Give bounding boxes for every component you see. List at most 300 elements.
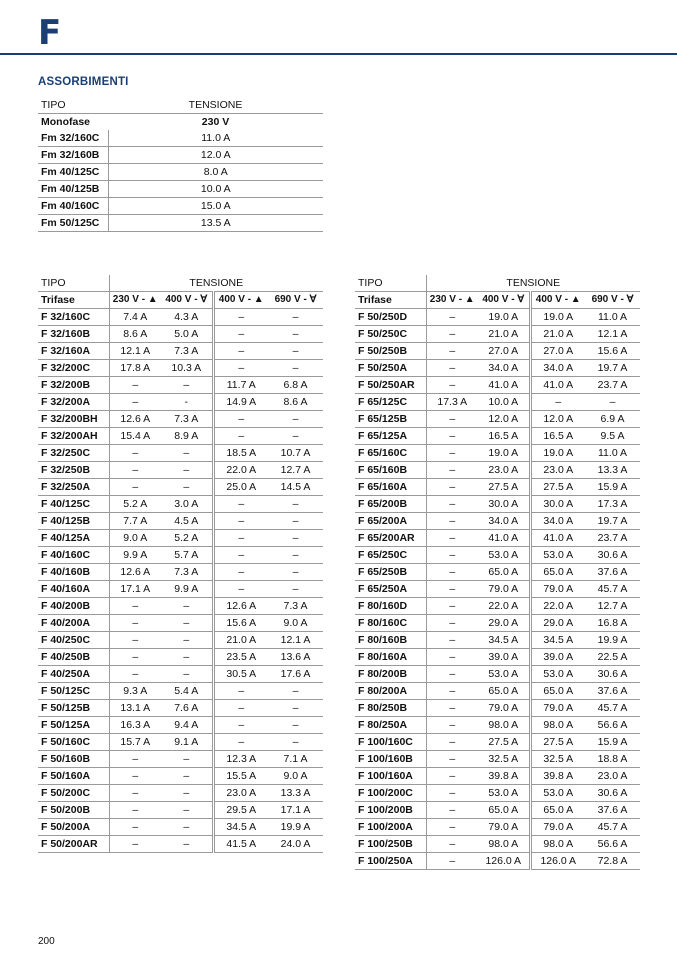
current-cell: 7.4 A: [109, 309, 161, 326]
current-cell: 37.6 A: [585, 564, 640, 581]
current-cell: –: [426, 479, 478, 496]
current-cell: 16.5 A: [530, 428, 585, 445]
current-cell: 9.9 A: [161, 581, 213, 598]
current-cell: –: [109, 785, 161, 802]
current-cell: 41.0 A: [530, 377, 585, 394]
current-cell: 53.0 A: [478, 547, 530, 564]
current-cell: –: [109, 598, 161, 615]
current-cell: –: [530, 394, 585, 411]
current-cell: 12.1 A: [585, 326, 640, 343]
chapter-letter: F: [38, 13, 62, 53]
table-row: [38, 530, 323, 547]
model-cell: F 65/160C: [355, 445, 426, 462]
model-cell: F 80/160B: [355, 632, 426, 649]
table-row: [355, 768, 640, 785]
current-cell: 98.0 A: [530, 836, 585, 853]
current-cell: –: [426, 411, 478, 428]
current-cell: 7.6 A: [161, 700, 213, 717]
table-row: [38, 564, 323, 581]
current-cell: 17.6 A: [268, 666, 323, 683]
table-row: [355, 462, 640, 479]
current-cell: -: [161, 394, 213, 411]
current-cell: 16.5 A: [478, 428, 530, 445]
table-row: [355, 513, 640, 530]
current-cell: 12.0 A: [478, 411, 530, 428]
current-cell: 8.6 A: [268, 394, 323, 411]
model-cell: F 32/250B: [38, 462, 109, 479]
current-cell: 8.9 A: [161, 428, 213, 445]
current-cell: 23.0 A: [585, 768, 640, 785]
table-row: [355, 632, 640, 649]
current-cell: –: [426, 836, 478, 853]
current-cell: 3.0 A: [161, 496, 213, 513]
current-cell: 27.5 A: [478, 734, 530, 751]
current-cell: 6.9 A: [585, 411, 640, 428]
current-cell: 41.0 A: [530, 530, 585, 547]
current-cell: 10.0 A: [478, 394, 530, 411]
table-row: [38, 479, 323, 496]
current-cell: –: [426, 768, 478, 785]
current-cell: 29.5 A: [213, 802, 268, 819]
model-cell: F 100/160C: [355, 734, 426, 751]
current-cell: –: [213, 564, 268, 581]
table-row: [355, 428, 640, 445]
current-cell: 27.5 A: [530, 479, 585, 496]
current-cell: 37.6 A: [585, 683, 640, 700]
current-cell: 12.1 A: [268, 632, 323, 649]
model-cell: Fm 32/160C: [38, 130, 108, 147]
table-row: [355, 547, 640, 564]
current-cell: –: [161, 819, 213, 836]
current-cell: –: [426, 445, 478, 462]
current-cell: 39.8 A: [478, 768, 530, 785]
current-cell: 10.0 A: [108, 181, 323, 198]
current-cell: 30.0 A: [530, 496, 585, 513]
current-cell: 13.3 A: [268, 785, 323, 802]
model-cell: F 40/200B: [38, 598, 109, 615]
current-cell: –: [426, 632, 478, 649]
col-tensione-label: TENSIONE: [188, 99, 243, 111]
table-row: [38, 147, 323, 164]
current-cell: –: [268, 530, 323, 547]
current-cell: 7.7 A: [109, 513, 161, 530]
current-cell: 19.9 A: [268, 819, 323, 836]
current-cell: –: [109, 479, 161, 496]
current-cell: 41.5 A: [213, 836, 268, 853]
model-cell: Fm 50/125C: [38, 215, 108, 232]
current-cell: 15.0 A: [108, 198, 323, 215]
current-cell: 19.0 A: [478, 445, 530, 462]
current-cell: 27.0 A: [478, 343, 530, 360]
current-cell: 65.0 A: [530, 802, 585, 819]
current-cell: –: [161, 802, 213, 819]
model-cell: F 50/200A: [38, 819, 109, 836]
table-row: [355, 496, 640, 513]
table-row: [355, 564, 640, 581]
current-cell: 14.5 A: [268, 479, 323, 496]
current-cell: –: [213, 683, 268, 700]
current-cell: 34.5 A: [478, 632, 530, 649]
current-cell: –: [268, 683, 323, 700]
current-cell: 30.6 A: [585, 547, 640, 564]
current-cell: –: [268, 309, 323, 326]
current-cell: 56.6 A: [585, 836, 640, 853]
table-row: [38, 734, 323, 751]
model-cell: F 100/200A: [355, 819, 426, 836]
current-cell: –: [426, 564, 478, 581]
current-cell: –: [268, 734, 323, 751]
model-cell: F 50/125A: [38, 717, 109, 734]
current-cell: –: [426, 309, 478, 326]
section-title: ASSORBIMENTI: [38, 76, 129, 88]
current-cell: 6.8 A: [268, 377, 323, 394]
current-cell: –: [268, 513, 323, 530]
model-cell: F 32/200C: [38, 360, 109, 377]
current-cell: 19.0 A: [530, 309, 585, 326]
model-cell: F 32/250C: [38, 445, 109, 462]
current-cell: 25.0 A: [213, 479, 268, 496]
model-cell: F 32/200BH: [38, 411, 109, 428]
model-cell: Fm 40/125C: [38, 164, 108, 181]
model-cell: F 50/200B: [38, 802, 109, 819]
current-cell: –: [161, 836, 213, 853]
current-cell: 15.6 A: [585, 343, 640, 360]
current-cell: 9.0 A: [268, 615, 323, 632]
current-cell: –: [426, 649, 478, 666]
sub-tipo-label: Trifase: [355, 292, 426, 309]
model-cell: F 32/160C: [38, 309, 109, 326]
current-cell: –: [109, 768, 161, 785]
current-cell: 13.6 A: [268, 649, 323, 666]
current-cell: –: [161, 751, 213, 768]
model-cell: F 65/250C: [355, 547, 426, 564]
current-cell: –: [161, 479, 213, 496]
current-cell: 12.0 A: [530, 411, 585, 428]
table-row: [38, 164, 323, 181]
current-cell: 18.8 A: [585, 751, 640, 768]
table-row: [355, 530, 640, 547]
current-cell: 56.6 A: [585, 717, 640, 734]
model-cell: F 65/160B: [355, 462, 426, 479]
current-cell: –: [426, 683, 478, 700]
current-cell: 79.0 A: [530, 700, 585, 717]
model-cell: F 40/160C: [38, 547, 109, 564]
current-cell: 16.3 A: [109, 717, 161, 734]
current-cell: 12.3 A: [213, 751, 268, 768]
current-cell: –: [268, 360, 323, 377]
table-row: [355, 683, 640, 700]
current-cell: 17.1 A: [268, 802, 323, 819]
model-cell: F 50/250C: [355, 326, 426, 343]
model-cell: F 100/160A: [355, 768, 426, 785]
current-cell: 23.0 A: [478, 462, 530, 479]
model-cell: F 40/125C: [38, 496, 109, 513]
table-row: [355, 598, 640, 615]
current-cell: 30.6 A: [585, 666, 640, 683]
current-cell: –: [426, 717, 478, 734]
current-cell: –: [426, 666, 478, 683]
table-row: [38, 700, 323, 717]
sub-tipo-label: Monofase: [38, 114, 108, 131]
current-cell: –: [161, 462, 213, 479]
current-cell: –: [268, 411, 323, 428]
current-cell: –: [268, 326, 323, 343]
model-cell: F 40/125A: [38, 530, 109, 547]
model-cell: F 32/160B: [38, 326, 109, 343]
current-cell: 5.2 A: [109, 496, 161, 513]
current-cell: 19.9 A: [585, 632, 640, 649]
model-cell: F 80/160A: [355, 649, 426, 666]
model-cell: F 50/250AR: [355, 377, 426, 394]
trifase-right-rows: [355, 309, 640, 870]
table-row: [355, 853, 640, 870]
current-cell: 15.9 A: [585, 734, 640, 751]
current-cell: 7.3 A: [161, 411, 213, 428]
current-cell: –: [426, 360, 478, 377]
monofase-table: [38, 97, 323, 232]
current-cell: –: [109, 462, 161, 479]
current-cell: –: [161, 785, 213, 802]
current-cell: 22.0 A: [478, 598, 530, 615]
table-row: [355, 343, 640, 360]
table-row: [355, 377, 640, 394]
table-row: [355, 411, 640, 428]
current-cell: –: [426, 785, 478, 802]
model-cell: F 65/200A: [355, 513, 426, 530]
current-cell: –: [109, 615, 161, 632]
model-cell: F 40/250C: [38, 632, 109, 649]
table-row: [38, 598, 323, 615]
current-cell: –: [585, 394, 640, 411]
current-cell: –: [161, 666, 213, 683]
model-cell: F 50/125C: [38, 683, 109, 700]
monofase-rows: [38, 130, 323, 232]
current-cell: 9.1 A: [161, 734, 213, 751]
current-cell: –: [426, 377, 478, 394]
table-row: [38, 326, 323, 343]
current-cell: –: [161, 598, 213, 615]
current-cell: 19.0 A: [478, 309, 530, 326]
current-cell: –: [213, 411, 268, 428]
current-cell: 4.5 A: [161, 513, 213, 530]
current-cell: 10.7 A: [268, 445, 323, 462]
model-cell: F 100/200B: [355, 802, 426, 819]
model-cell: F 32/160A: [38, 343, 109, 360]
table-row: [38, 802, 323, 819]
current-cell: 53.0 A: [478, 666, 530, 683]
table-row: [355, 802, 640, 819]
current-cell: –: [268, 717, 323, 734]
current-cell: 17.3 A: [585, 496, 640, 513]
current-cell: –: [161, 445, 213, 462]
model-cell: F 32/200AH: [38, 428, 109, 445]
current-cell: –: [426, 343, 478, 360]
current-cell: 15.4 A: [109, 428, 161, 445]
current-cell: 7.3 A: [161, 343, 213, 360]
current-cell: 19.7 A: [585, 360, 640, 377]
table-row: [355, 700, 640, 717]
voltage-400-delta: 400 V - ▲: [213, 292, 268, 309]
table-row: [38, 768, 323, 785]
current-cell: 34.5 A: [530, 632, 585, 649]
model-cell: Fm 40/160C: [38, 198, 108, 215]
current-cell: –: [109, 802, 161, 819]
table-row: [38, 377, 323, 394]
current-cell: –: [426, 428, 478, 445]
current-cell: 4.3 A: [161, 309, 213, 326]
table-row: [38, 428, 323, 445]
current-cell: 5.4 A: [161, 683, 213, 700]
current-cell: 22.0 A: [213, 462, 268, 479]
table-row: [38, 581, 323, 598]
current-cell: 34.5 A: [213, 819, 268, 836]
current-cell: 15.9 A: [585, 479, 640, 496]
voltage-400-star: 400 V - Ɐ: [478, 292, 530, 309]
current-cell: 30.0 A: [478, 496, 530, 513]
current-cell: –: [161, 768, 213, 785]
current-cell: 79.0 A: [530, 581, 585, 598]
model-cell: F 100/250B: [355, 836, 426, 853]
current-cell: 18.5 A: [213, 445, 268, 462]
current-cell: 45.7 A: [585, 581, 640, 598]
current-cell: –: [213, 343, 268, 360]
model-cell: F 50/200C: [38, 785, 109, 802]
col-tipo-label: TIPO: [358, 277, 383, 289]
model-cell: F 40/160A: [38, 581, 109, 598]
current-cell: 9.9 A: [109, 547, 161, 564]
current-cell: 32.5 A: [478, 751, 530, 768]
table-row: [38, 666, 323, 683]
table-row: [38, 513, 323, 530]
col-tipo-label: TIPO: [41, 277, 66, 289]
model-cell: F 50/200AR: [38, 836, 109, 853]
table-row: [38, 343, 323, 360]
voltage-690-star: 690 V - Ɐ: [585, 292, 640, 309]
current-cell: 23.0 A: [530, 462, 585, 479]
sub-voltage-label: 230 V: [108, 114, 323, 131]
model-cell: F 80/250B: [355, 700, 426, 717]
current-cell: –: [161, 377, 213, 394]
current-cell: –: [426, 581, 478, 598]
current-cell: 126.0 A: [478, 853, 530, 870]
current-cell: 13.1 A: [109, 700, 161, 717]
model-cell: F 50/125B: [38, 700, 109, 717]
model-cell: F 40/160B: [38, 564, 109, 581]
current-cell: 11.0 A: [585, 445, 640, 462]
table-row: [355, 360, 640, 377]
current-cell: –: [109, 819, 161, 836]
current-cell: 53.0 A: [478, 785, 530, 802]
current-cell: 34.0 A: [478, 360, 530, 377]
current-cell: 79.0 A: [478, 819, 530, 836]
tri-right-sub-row: [355, 292, 640, 309]
current-cell: 34.0 A: [530, 513, 585, 530]
current-cell: 7.1 A: [268, 751, 323, 768]
table-row: [38, 547, 323, 564]
current-cell: –: [268, 564, 323, 581]
current-cell: –: [213, 547, 268, 564]
current-cell: 19.0 A: [530, 445, 585, 462]
current-cell: –: [426, 496, 478, 513]
current-cell: 53.0 A: [530, 547, 585, 564]
current-cell: –: [426, 462, 478, 479]
current-cell: 45.7 A: [585, 700, 640, 717]
model-cell: F 50/160C: [38, 734, 109, 751]
model-cell: F 50/160A: [38, 768, 109, 785]
current-cell: 9.0 A: [109, 530, 161, 547]
current-cell: 12.6 A: [213, 598, 268, 615]
current-cell: –: [213, 326, 268, 343]
sub-tipo-label: Trifase: [38, 292, 109, 309]
current-cell: –: [213, 513, 268, 530]
current-cell: 15.7 A: [109, 734, 161, 751]
current-cell: 27.5 A: [478, 479, 530, 496]
current-cell: 39.8 A: [530, 768, 585, 785]
current-cell: 21.0 A: [478, 326, 530, 343]
table-row: [355, 751, 640, 768]
model-cell: F 32/200B: [38, 377, 109, 394]
current-cell: 9.5 A: [585, 428, 640, 445]
table-row: [38, 683, 323, 700]
current-cell: –: [426, 513, 478, 530]
current-cell: 24.0 A: [268, 836, 323, 853]
current-cell: 21.0 A: [530, 326, 585, 343]
current-cell: –: [213, 428, 268, 445]
current-cell: –: [109, 836, 161, 853]
current-cell: –: [213, 496, 268, 513]
current-cell: 65.0 A: [478, 683, 530, 700]
current-cell: 65.0 A: [478, 802, 530, 819]
current-cell: 19.7 A: [585, 513, 640, 530]
table-row: [355, 581, 640, 598]
current-cell: 41.0 A: [478, 377, 530, 394]
voltage-400-star: 400 V - Ɐ: [161, 292, 213, 309]
current-cell: –: [213, 700, 268, 717]
current-cell: 29.0 A: [478, 615, 530, 632]
model-cell: F 80/200B: [355, 666, 426, 683]
table-row: [38, 462, 323, 479]
current-cell: 9.4 A: [161, 717, 213, 734]
current-cell: 39.0 A: [530, 649, 585, 666]
current-cell: 23.7 A: [585, 377, 640, 394]
model-cell: F 80/160C: [355, 615, 426, 632]
table-row: [38, 717, 323, 734]
current-cell: 41.0 A: [478, 530, 530, 547]
current-cell: 30.5 A: [213, 666, 268, 683]
current-cell: –: [161, 649, 213, 666]
mono-sub-row: [38, 114, 323, 131]
table-row: [38, 785, 323, 802]
table-row: [355, 445, 640, 462]
current-cell: 21.0 A: [213, 632, 268, 649]
table-row: [38, 394, 323, 411]
current-cell: 79.0 A: [478, 700, 530, 717]
page-number: 200: [38, 936, 55, 947]
current-cell: 12.7 A: [268, 462, 323, 479]
col-tensione-label: TENSIONE: [109, 275, 323, 292]
current-cell: 5.0 A: [161, 326, 213, 343]
current-cell: –: [426, 819, 478, 836]
current-cell: 65.0 A: [530, 683, 585, 700]
current-cell: –: [426, 853, 478, 870]
table-row: [355, 394, 640, 411]
table-row: [38, 130, 323, 147]
model-cell: F 65/125C: [355, 394, 426, 411]
current-cell: –: [268, 700, 323, 717]
current-cell: –: [426, 615, 478, 632]
current-cell: 14.9 A: [213, 394, 268, 411]
mono-header-row: [38, 97, 323, 114]
